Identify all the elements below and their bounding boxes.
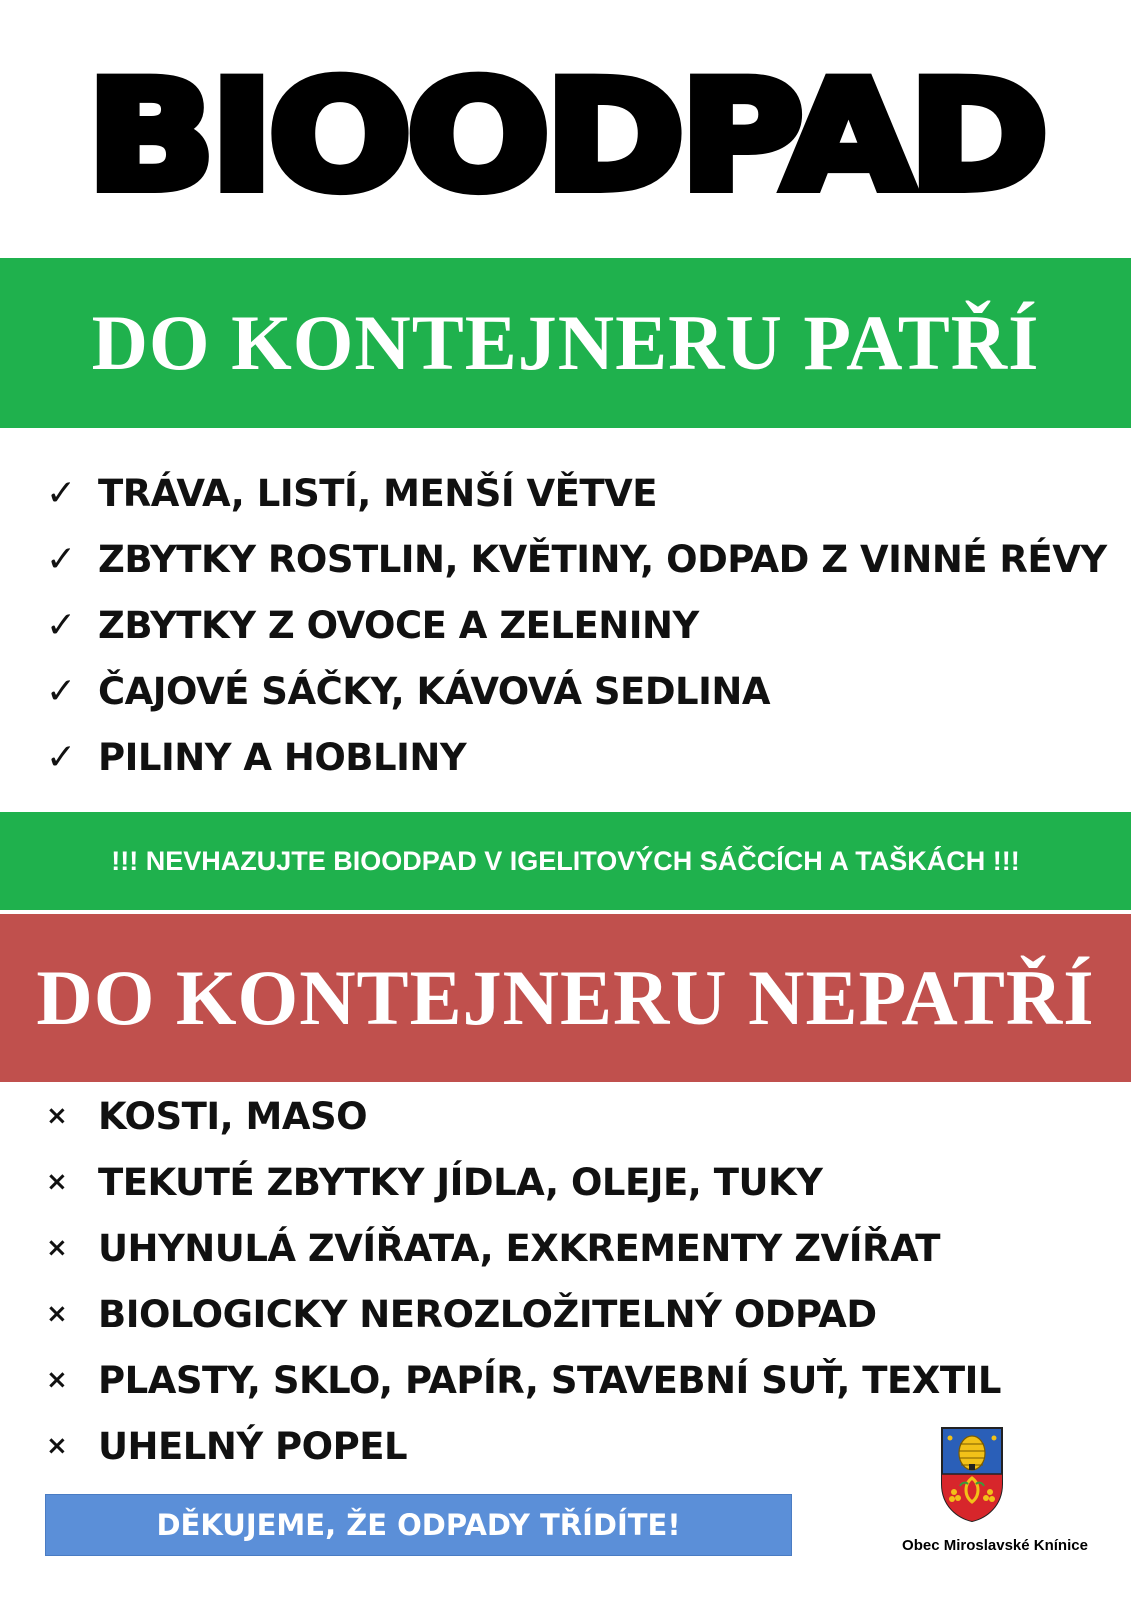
municipality-name: Obec Miroslavské Knínice	[902, 1537, 1088, 1554]
list-item-label: PILINY A HOBLINY	[98, 735, 467, 779]
list-item	[0, 526, 1107, 592]
check-icon: ✓	[46, 670, 76, 712]
list-item	[0, 1215, 1001, 1281]
warning-banner	[0, 812, 1131, 910]
cross-icon: ×	[46, 1167, 68, 1197]
cross-icon: ×	[46, 1101, 68, 1131]
not-belongs-list	[0, 1083, 1001, 1479]
list-item-label: PLASTY, SKLO, PAPÍR, STAVEBNÍ SUŤ, TEXTIL	[98, 1358, 1001, 1402]
list-item-label: BIOLOGICKY NEROZLOŽITELNÝ ODPAD	[98, 1292, 877, 1336]
list-item	[0, 592, 1107, 658]
list-item-label: ZBYTKY Z OVOCE A ZELENINY	[98, 603, 699, 647]
coat-of-arms-icon	[940, 1426, 1004, 1522]
list-item-label: UHELNÝ POPEL	[98, 1424, 408, 1468]
list-item	[0, 1083, 1001, 1149]
belongs-heading: DO KONTEJNERU PATŘÍ	[91, 299, 1040, 386]
list-item	[0, 1413, 1001, 1479]
list-item-label: KOSTI, MASO	[98, 1094, 368, 1138]
list-item	[0, 1149, 1001, 1215]
not-belongs-heading: DO KONTEJNERU NEPATŘÍ	[36, 954, 1095, 1041]
cross-icon: ×	[46, 1431, 68, 1461]
cross-icon: ×	[46, 1365, 68, 1395]
belongs-list	[0, 460, 1107, 790]
list-item	[0, 1347, 1001, 1413]
list-item-label: ZBYTKY ROSTLIN, KVĚTINY, ODPAD Z VINNÉ RÉVY	[98, 537, 1107, 581]
list-item	[0, 724, 1107, 790]
cross-icon: ×	[46, 1233, 68, 1263]
not-belongs-banner	[0, 914, 1131, 1082]
list-item	[0, 658, 1107, 724]
list-item-label: UHYNULÁ ZVÍŘATA, EXKREMENTY ZVÍŘAT	[98, 1226, 940, 1270]
list-item-label: ČAJOVÉ SÁČKY, KÁVOVÁ SEDLINA	[98, 669, 770, 713]
belongs-banner	[0, 258, 1131, 428]
check-icon: ✓	[46, 538, 76, 580]
check-icon: ✓	[46, 604, 76, 646]
list-item	[0, 460, 1107, 526]
poster-title: BIOODPAD	[86, 50, 1044, 224]
list-item-label: TRÁVA, LISTÍ, MENŠÍ VĚTVE	[98, 471, 658, 515]
list-item-label: TEKUTÉ ZBYTKY JÍDLA, OLEJE, TUKY	[98, 1160, 823, 1204]
cross-icon: ×	[46, 1299, 68, 1329]
thanks-banner: DĚKUJEME, ŽE ODPADY TŘÍDÍTE!	[45, 1494, 792, 1556]
warning-text: !!! NEVHAZUJTE BIOODPAD V IGELITOVÝCH SÁČCÍCH A TAŠKÁCH !!!	[111, 845, 1020, 876]
check-icon: ✓	[46, 472, 76, 514]
check-icon: ✓	[46, 736, 76, 778]
list-item	[0, 1281, 1001, 1347]
